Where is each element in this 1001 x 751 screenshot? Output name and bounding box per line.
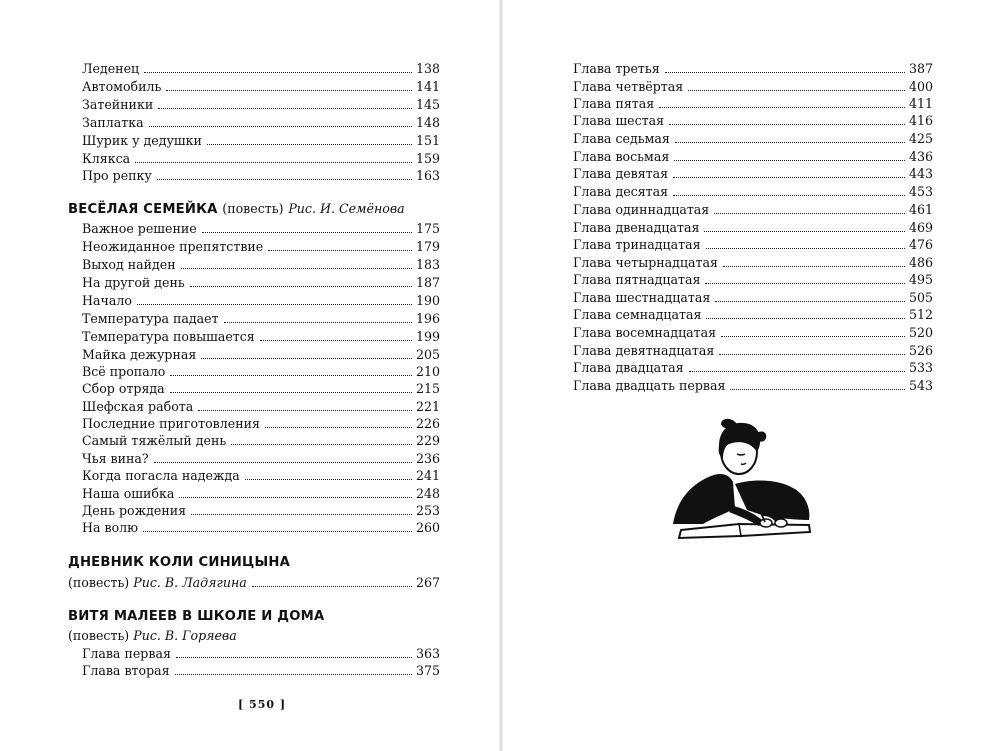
section-title-vesyolaya-semeyka: ВЕСЁЛАЯ СЕМЕЙКА (повесть) Рис. И. Семёнова — [68, 201, 405, 217]
toc-entry: Глава седьмая 425 — [573, 131, 933, 146]
toc-entry: Последние приготовления 226 — [82, 416, 440, 431]
toc-entry: Глава десятая 453 — [573, 184, 933, 199]
toc-entry: Автомобиль 141 — [82, 79, 440, 94]
toc-entry: Температура падает 196 — [82, 311, 440, 326]
section-title-vitya-maleev: ВИТЯ МАЛЕЕВ В ШКОЛЕ И ДОМА — [68, 609, 325, 624]
section-subtitle: (повесть) Рис. В. Горяева — [68, 628, 237, 643]
toc-entry: Майка дежурная 205 — [82, 347, 440, 362]
girl-writing-illustration — [663, 412, 823, 550]
toc-entry: Шурик у дедушки 151 — [82, 133, 440, 148]
toc-entry: Про репку 163 — [82, 168, 440, 183]
toc-entry: Температура повышается 199 — [82, 329, 440, 344]
toc-entry: Сбор отряда 215 — [82, 381, 440, 396]
toc-entry: Глава девятая 443 — [573, 166, 933, 181]
toc-entry: Когда погасла надежда 241 — [82, 468, 440, 483]
toc-entry: Глава девятнадцатая 526 — [573, 343, 933, 358]
page-number: [ 550 ] — [238, 698, 287, 711]
toc-entry: Глава двадцатая 533 — [573, 360, 933, 375]
toc-entry: Глава пятнадцатая 495 — [573, 272, 933, 287]
toc-entry: Глава четвёртая 400 — [573, 79, 933, 94]
toc-entry: На волю 260 — [82, 520, 440, 535]
toc-entry: Начало 190 — [82, 293, 440, 308]
toc-entry: Шефская работа 221 — [82, 399, 440, 414]
toc-entry: Чья вина? 236 — [82, 451, 440, 466]
toc-entry: Самый тяжёлый день 229 — [82, 433, 440, 448]
toc-entry: Выход найден 183 — [82, 257, 440, 272]
toc-entry: Затейники 145 — [82, 97, 440, 112]
toc-entry: Глава шестая 416 — [573, 113, 933, 128]
toc-entry: Наша ошибка 248 — [82, 486, 440, 501]
toc-entry: Леденец 138 — [82, 61, 440, 76]
toc-entry: Неожиданное препятствие 179 — [82, 239, 440, 254]
toc-entry: Глава первая 363 — [82, 646, 440, 661]
toc-entry: Важное решение 175 — [82, 221, 440, 236]
toc-entry: Глава одиннадцатая 461 — [573, 202, 933, 217]
toc-entry: Глава семнадцатая 512 — [573, 307, 933, 322]
toc-entry: Глава вторая 375 — [82, 663, 440, 678]
toc-entry: Всё пропало 210 — [82, 364, 440, 379]
toc-entry: Глава восьмая 436 — [573, 149, 933, 164]
toc-entry: Глава пятая 411 — [573, 96, 933, 111]
toc-entry: Глава третья 387 — [573, 61, 933, 76]
toc-entry: Клякса 159 — [82, 151, 440, 166]
toc-entry: День рождения 253 — [82, 503, 440, 518]
section-title-dnevnik-koli-sinitsyna: ДНЕВНИК КОЛИ СИНИЦЫНА — [68, 555, 290, 570]
toc-entry: На другой день 187 — [82, 275, 440, 290]
toc-entry: Глава двенадцатая 469 — [573, 220, 933, 235]
toc-entry: Глава четырнадцатая 486 — [573, 255, 933, 270]
toc-entry: Глава тринадцатая 476 — [573, 237, 933, 252]
toc-entry: Глава шестнадцатая 505 — [573, 290, 933, 305]
toc-entry: (повесть) Рис. В. Ладягина 267 — [68, 575, 440, 590]
toc-entry: Глава восемнадцатая 520 — [573, 325, 933, 340]
toc-entry: Заплатка 148 — [82, 115, 440, 130]
toc-entry: Глава двадцать первая 543 — [573, 378, 933, 393]
book-gutter — [499, 0, 503, 751]
